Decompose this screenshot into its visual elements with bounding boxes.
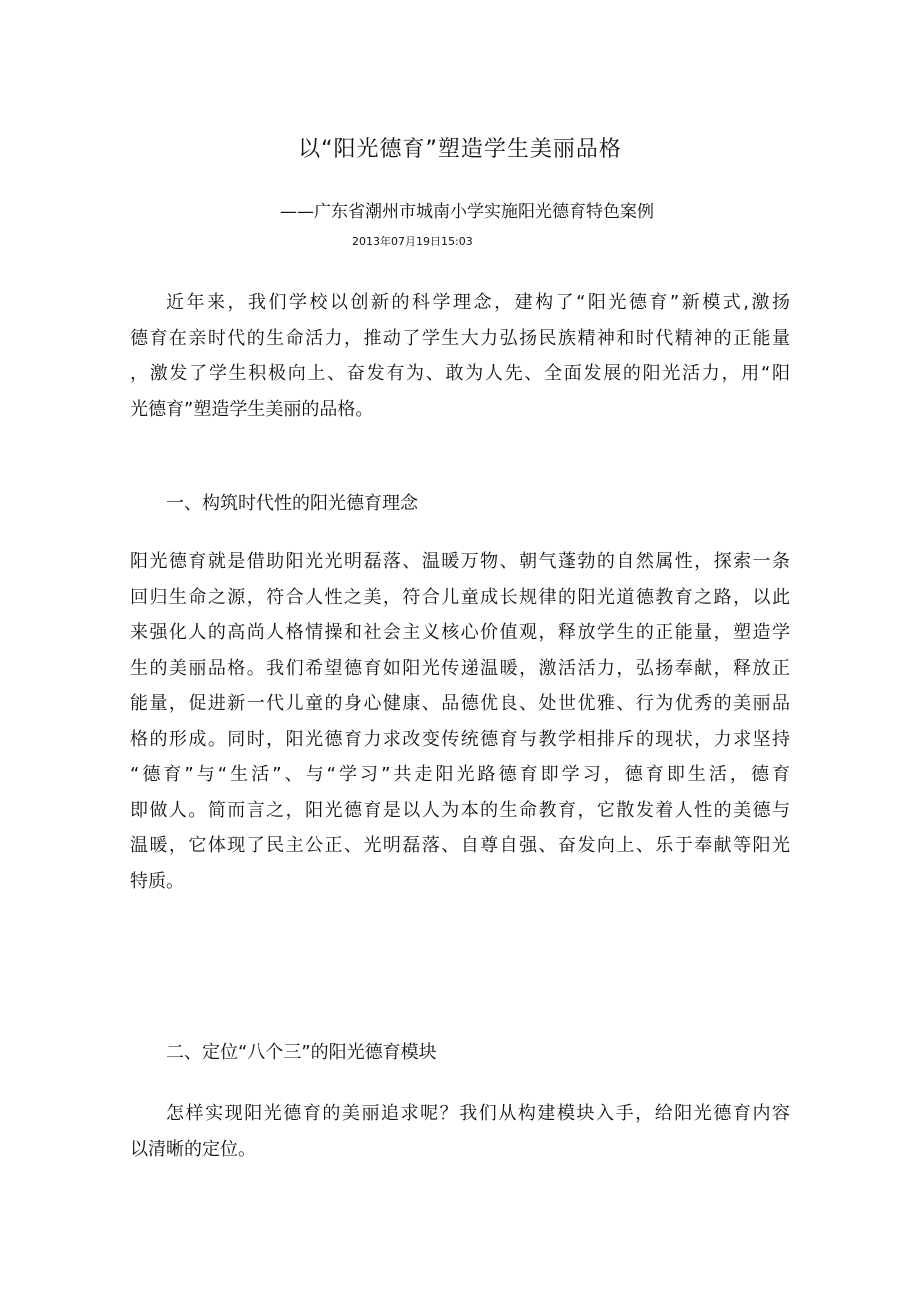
section-heading-2: 二、定位“八个三”的阳光德育模块 [166,1042,437,1063]
paragraph-line: 德育在亲时代的生命活力，推动了学生大力弘扬民族精神和时代精神的正能量 [130,327,790,349]
paragraph-line: 特质。 [130,870,184,892]
paragraph-line: 阳光德育就是借助阳光光明磊落、温暖万物、朝气蓬勃的自然属性，探索一条 [130,551,790,572]
paragraph-line: “德育”与“生活”、与“学习”共走阳光路德育即学习，德育即生活，德育 [130,764,790,785]
paragraph-line: 温暖，它体现了民主公正、光明磊落、自尊自强、奋发向上、乐于奉献等阳光 [130,835,790,856]
section2-paragraph [130,1096,790,1167]
paragraph-line: 以清晰的定位。 [130,1138,256,1160]
paragraph-line: 即做人。简而言之，阳光德育是以人为本的生命教育，它散发着人性的美德与 [130,799,790,821]
section-heading-1: 一、构筑时代性的阳光德育理念 [166,493,418,514]
paragraph-line: 光德育”塑造学生美丽的品格。 [130,398,374,420]
document-title: 以“阳光德育”塑造学生美丽品格 [298,137,622,162]
paragraph-line: ，激发了学生积极向上、奋发有为、敢为人先、全面发展的阳光活力，用“阳 [130,363,790,384]
paragraph-line: 近年来，我们学校以创新的科学理念，建构了“阳光德育”新模式,激扬 [166,292,790,313]
paragraph-line: 格的形成。同时，阳光德育力求改变传统德育与教学相排斥的现状，力求坚持 [130,728,790,750]
paragraph-line: 生的美丽品格。我们希望德育如阳光传递温暖，激活活力，弘扬奉献，释放正 [130,657,790,679]
paragraph-line: 来强化人的高尚人格情操和社会主义核心价值观，释放学生的正能量，塑造学 [130,622,790,643]
paragraph-line: 回归生命之源，符合人性之美，符合儿童成长规律的阳光道德教育之路，以此 [130,586,790,608]
intro-paragraph [130,285,790,427]
document-subtitle: ——广东省潮州市城南小学实施阳光德育特色案例 [280,202,654,222]
paragraph-line: 能量，促进新一代儿童的身心健康、品德优良、处世优雅、行为优秀的美丽品 [130,693,790,714]
section1-paragraph [130,544,790,899]
publish-date: 2013年07月19日15:03 [352,235,473,248]
paragraph-line: 怎样实现阳光德育的美丽追求呢？我们从构建模块入手，给阳光德育内容 [166,1103,790,1124]
